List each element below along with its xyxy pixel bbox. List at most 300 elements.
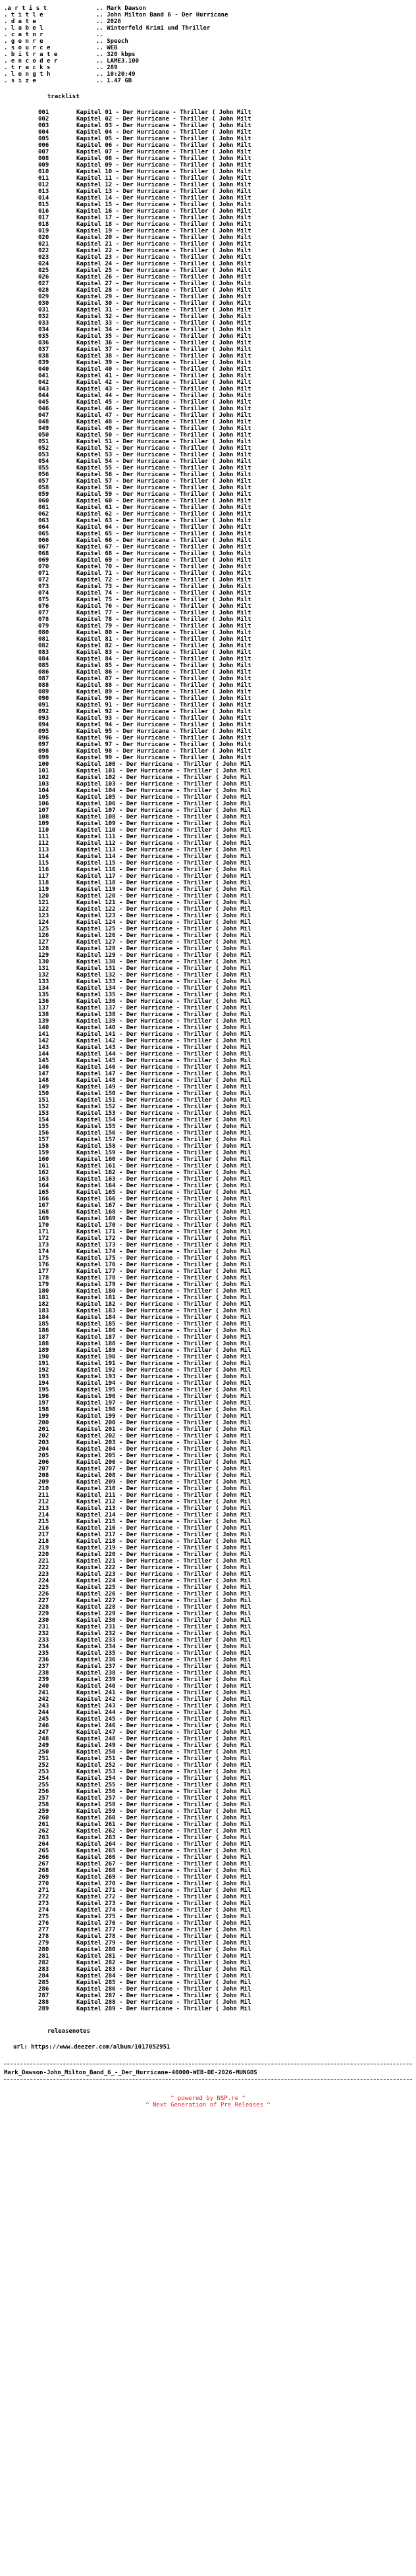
track-title: Kapitel 208 - Der Hurricane - Thriller ( John Mil [76, 1472, 251, 1479]
track-number: 214 [38, 1512, 49, 1518]
track-title: Kapitel 180 - Der Hurricane - Thriller ( John Mil [76, 1288, 251, 1295]
track-row [38, 2006, 412, 2012]
track-row [38, 445, 412, 452]
track-number: 267 [38, 1861, 49, 1867]
track-number: 117 [38, 873, 49, 880]
track-row [38, 1137, 412, 1143]
track-number: 178 [38, 1275, 49, 1281]
track-title: Kapitel 246 - Der Hurricane - Thriller ( John Mil [76, 1723, 251, 1729]
track-row [38, 715, 412, 722]
track-title: Kapitel 129 - Der Hurricane - Thriller ( John Mil [76, 952, 251, 959]
track-number: 092 [38, 709, 49, 715]
meta-value: .. 289 [96, 65, 118, 71]
track-title: Kapitel 68 - Der Hurricane - Thriller ( John Milt [76, 550, 251, 557]
track-number: 028 [38, 287, 49, 294]
track-row [38, 1690, 412, 1696]
track-row [38, 1630, 412, 1637]
track-number: 153 [38, 1110, 49, 1117]
track-title: Kapitel 42 - Der Hurricane - Thriller ( John Milt [76, 379, 251, 386]
track-number: 249 [38, 1742, 49, 1749]
track-row [38, 465, 412, 471]
track-row [38, 327, 412, 333]
track-number: 066 [38, 537, 49, 544]
track-title: Kapitel 189 - Der Hurricane - Thriller ( John Mil [76, 1347, 251, 1354]
track-row [38, 188, 412, 195]
track-number: 231 [38, 1624, 49, 1630]
track-number: 262 [38, 1828, 49, 1835]
track-title: Kapitel 222 - Der Hurricane - Thriller ( John Mil [76, 1565, 251, 1571]
track-number: 022 [38, 248, 49, 254]
track-title: Kapitel 87 - Der Hurricane - Thriller ( John Milt [76, 676, 251, 682]
track-number: 071 [38, 570, 49, 577]
track-row [38, 807, 412, 814]
track-title: Kapitel 27 - Der Hurricane - Thriller ( John Milt [76, 281, 251, 287]
track-number: 280 [38, 1946, 49, 1953]
track-row [38, 827, 412, 834]
track-row [38, 702, 412, 709]
track-number: 065 [38, 531, 49, 537]
track-title: Kapitel 156 - Der Hurricane - Thriller ( John Mil [76, 1130, 251, 1137]
track-title: Kapitel 221 - Der Hurricane - Thriller ( John Mil [76, 1558, 251, 1565]
track-title: Kapitel 280 - Der Hurricane - Thriller ( John Mil [76, 1946, 251, 1953]
track-title: Kapitel 255 - Der Hurricane - Thriller ( John Mil [76, 1782, 251, 1788]
track-number: 202 [38, 1433, 49, 1439]
track-number: 023 [38, 254, 49, 261]
track-number: 286 [38, 1986, 49, 1993]
track-number: 195 [38, 1387, 49, 1393]
track-number: 063 [38, 518, 49, 524]
track-title: Kapitel 264 - Der Hurricane - Thriller ( John Mil [76, 1841, 251, 1848]
track-row [38, 320, 412, 327]
track-number: 100 [38, 761, 49, 768]
track-title: Kapitel 92 - Der Hurricane - Thriller ( John Milt [76, 709, 251, 715]
track-row [38, 998, 412, 1005]
track-title: Kapitel 105 - Der Hurricane - Thriller ( John Mil [76, 794, 251, 801]
track-title: Kapitel 15 - Der Hurricane - Thriller ( John Milt [76, 201, 251, 208]
track-row [38, 1966, 412, 1973]
track-title: Kapitel 107 - Der Hurricane - Thriller ( John Mil [76, 807, 251, 814]
footer-line: ^ Next Generation of Pre Releases ^ [145, 2102, 271, 2108]
track-row [38, 1821, 412, 1828]
track-row [38, 564, 412, 570]
track-row [38, 1670, 412, 1677]
track-number: 057 [38, 478, 49, 485]
track-title: Kapitel 277 - Der Hurricane - Thriller ( John Mil [76, 1927, 251, 1933]
track-row [38, 439, 412, 445]
track-number: 137 [38, 1005, 49, 1011]
meta-value: .. 2026 [96, 18, 121, 25]
meta-row [4, 25, 412, 32]
track-row [38, 1597, 412, 1604]
meta-row [4, 5, 412, 12]
track-row [38, 1887, 412, 1894]
track-title: Kapitel 09 - Der Hurricane - Thriller ( John Milt [76, 162, 251, 169]
track-title: Kapitel 237 - Der Hurricane - Thriller ( John Mil [76, 1663, 251, 1670]
track-title: Kapitel 131 - Der Hurricane - Thriller ( John Mil [76, 965, 251, 972]
track-title: Kapitel 96 - Der Hurricane - Thriller ( John Milt [76, 735, 251, 741]
track-row [38, 1077, 412, 1084]
track-title: Kapitel 41 - Der Hurricane - Thriller ( John Milt [76, 373, 251, 379]
track-number: 094 [38, 722, 49, 728]
track-row [38, 419, 412, 425]
track-row [38, 1591, 412, 1597]
track-row [38, 1308, 412, 1314]
track-number: 281 [38, 1953, 49, 1960]
track-row [38, 1551, 412, 1558]
track-row [38, 1176, 412, 1183]
track-number: 264 [38, 1841, 49, 1848]
track-row [38, 919, 412, 926]
track-number: 059 [38, 491, 49, 498]
track-row [38, 1347, 412, 1354]
track-row [38, 643, 412, 649]
track-number: 077 [38, 610, 49, 616]
track-number: 210 [38, 1486, 49, 1492]
track-title: Kapitel 224 - Der Hurricane - Thriller ( John Mil [76, 1578, 251, 1584]
track-title: Kapitel 28 - Der Hurricane - Thriller ( John Milt [76, 287, 251, 294]
track-number: 261 [38, 1821, 49, 1828]
track-row [38, 1578, 412, 1584]
meta-value: .. [96, 32, 103, 38]
track-number: 126 [38, 932, 49, 939]
track-row [38, 162, 412, 169]
track-row [38, 623, 412, 630]
track-row [38, 965, 412, 972]
track-number: 207 [38, 1466, 49, 1472]
track-number: 162 [38, 1169, 49, 1176]
track-number: 215 [38, 1518, 49, 1525]
track-number: 055 [38, 465, 49, 471]
track-row [38, 1650, 412, 1657]
track-row [38, 1202, 412, 1209]
track-number: 217 [38, 1532, 49, 1538]
track-title: Kapitel 146 - Der Hurricane - Thriller ( John Mil [76, 1064, 251, 1071]
track-row [38, 840, 412, 847]
track-row [38, 1499, 412, 1505]
track-row [38, 1334, 412, 1341]
track-title: Kapitel 174 - Der Hurricane - Thriller ( John Mil [76, 1248, 251, 1255]
track-title: Kapitel 262 - Der Hurricane - Thriller ( John Mil [76, 1828, 251, 1835]
track-title: Kapitel 152 - Der Hurricane - Thriller ( John Mil [76, 1104, 251, 1110]
track-number: 238 [38, 1670, 49, 1677]
track-title: Kapitel 104 - Der Hurricane - Thriller ( John Mil [76, 788, 251, 794]
track-number: 099 [38, 755, 49, 761]
track-title: Kapitel 258 - Der Hurricane - Thriller ( John Mil [76, 1802, 251, 1808]
track-title: Kapitel 195 - Der Hurricane - Thriller ( John Mil [76, 1387, 251, 1393]
track-number: 274 [38, 1907, 49, 1914]
track-row [38, 722, 412, 728]
track-title: Kapitel 199 - Der Hurricane - Thriller ( John Mil [76, 1413, 251, 1420]
track-number: 258 [38, 1802, 49, 1808]
track-title: Kapitel 218 - Der Hurricane - Thriller ( John Mil [76, 1538, 251, 1545]
track-number: 015 [38, 201, 49, 208]
track-number: 199 [38, 1413, 49, 1420]
track-row [38, 1163, 412, 1169]
track-title: Kapitel 191 - Der Hurricane - Thriller ( John Mil [76, 1360, 251, 1367]
track-row [38, 1268, 412, 1275]
track-number: 048 [38, 419, 49, 425]
track-title: Kapitel 241 - Der Hurricane - Thriller ( John Mil [76, 1690, 251, 1696]
track-title: Kapitel 124 - Der Hurricane - Thriller ( John Mil [76, 919, 251, 926]
track-row [38, 1071, 412, 1077]
track-title: Kapitel 226 - Der Hurricane - Thriller ( John Mil [76, 1591, 251, 1597]
track-title: Kapitel 59 - Der Hurricane - Thriller ( John Milt [76, 491, 251, 498]
track-number: 212 [38, 1499, 49, 1505]
track-number: 167 [38, 1202, 49, 1209]
track-number: 266 [38, 1854, 49, 1861]
track-title: Kapitel 12 - Der Hurricane - Thriller ( John Milt [76, 182, 251, 188]
track-row [38, 761, 412, 768]
track-row [38, 1808, 412, 1815]
track-title: Kapitel 162 - Der Hurricane - Thriller ( John Mil [76, 1169, 251, 1176]
track-number: 190 [38, 1354, 49, 1360]
track-row [38, 1025, 412, 1031]
track-row [38, 1769, 412, 1775]
track-number: 155 [38, 1123, 49, 1130]
track-title: Kapitel 74 - Der Hurricane - Thriller ( John Milt [76, 590, 251, 597]
track-title: Kapitel 176 - Der Hurricane - Thriller ( John Mil [76, 1262, 251, 1268]
track-number: 002 [38, 116, 49, 122]
track-number: 273 [38, 1900, 49, 1907]
track-title: Kapitel 252 - Der Hurricane - Thriller ( John Mil [76, 1762, 251, 1769]
track-title: Kapitel 45 - Der Hurricane - Thriller ( John Milt [76, 399, 251, 406]
track-number: 095 [38, 728, 49, 735]
track-row [38, 1143, 412, 1150]
track-title: Kapitel 219 - Der Hurricane - Thriller ( John Mil [76, 1545, 251, 1551]
track-number: 255 [38, 1782, 49, 1788]
track-number: 054 [38, 458, 49, 465]
release-url[interactable]: url: https://www.deezer.com/album/1017052951 [13, 2044, 170, 2051]
track-title: Kapitel 21 - Der Hurricane - Thriller ( John Milt [76, 241, 251, 248]
track-number: 025 [38, 267, 49, 274]
track-number: 246 [38, 1723, 49, 1729]
track-number: 043 [38, 386, 49, 392]
track-number: 243 [38, 1703, 49, 1709]
track-number: 097 [38, 741, 49, 748]
track-row [38, 1604, 412, 1611]
track-row [38, 1709, 412, 1716]
track-number: 075 [38, 597, 49, 603]
track-row [38, 1920, 412, 1927]
track-title: Kapitel 72 - Der Hurricane - Thriller ( John Milt [76, 577, 251, 583]
track-number: 052 [38, 445, 49, 452]
track-title: Kapitel 275 - Der Hurricane - Thriller ( John Mil [76, 1914, 251, 1920]
track-title: Kapitel 228 - Der Hurricane - Thriller ( John Mil [76, 1604, 251, 1611]
track-row [38, 432, 412, 439]
track-number: 257 [38, 1795, 49, 1802]
track-title: Kapitel 160 - Der Hurricane - Thriller ( John Mil [76, 1156, 251, 1163]
track-title: Kapitel 135 - Der Hurricane - Thriller ( John Mil [76, 992, 251, 998]
track-title: Kapitel 230 - Der Hurricane - Thriller ( John Mil [76, 1617, 251, 1624]
track-row [38, 537, 412, 544]
track-title: Kapitel 04 - Der Hurricane - Thriller ( John Milt [76, 129, 251, 136]
track-row [38, 313, 412, 320]
track-number: 098 [38, 748, 49, 755]
track-number: 276 [38, 1920, 49, 1927]
track-number: 072 [38, 577, 49, 583]
track-row [38, 985, 412, 992]
tracklist [4, 109, 412, 2012]
track-row [38, 1011, 412, 1018]
track-number: 133 [38, 979, 49, 985]
track-row [38, 485, 412, 491]
track-title: Kapitel 123 - Der Hurricane - Thriller ( John Mil [76, 913, 251, 919]
track-row [38, 1479, 412, 1486]
track-number: 226 [38, 1591, 49, 1597]
track-number: 035 [38, 333, 49, 340]
track-row [38, 136, 412, 142]
track-title: Kapitel 206 - Der Hurricane - Thriller ( John Mil [76, 1459, 251, 1466]
meta-value: .. 1.47 GB [96, 78, 132, 84]
track-title: Kapitel 205 - Der Hurricane - Thriller ( John Mil [76, 1453, 251, 1459]
track-row [38, 1881, 412, 1887]
track-title: Kapitel 16 - Der Hurricane - Thriller ( John Milt [76, 208, 251, 215]
track-title: Kapitel 103 - Der Hurricane - Thriller ( John Mil [76, 781, 251, 788]
track-title: Kapitel 49 - Der Hurricane - Thriller ( John Milt [76, 425, 251, 432]
track-number: 182 [38, 1301, 49, 1308]
track-title: Kapitel 165 - Der Hurricane - Thriller ( John Mil [76, 1189, 251, 1196]
releasenotes-heading: releasenotes [47, 2028, 91, 2035]
track-row [38, 814, 412, 820]
track-row [38, 300, 412, 307]
track-number: 141 [38, 1031, 49, 1038]
track-title: Kapitel 55 - Der Hurricane - Thriller ( John Milt [76, 465, 251, 471]
meta-row [4, 58, 412, 65]
track-number: 102 [38, 774, 49, 781]
track-row [38, 1104, 412, 1110]
track-title: Kapitel 151 - Der Hurricane - Thriller ( John Mil [76, 1097, 251, 1104]
track-row [38, 939, 412, 946]
track-title: Kapitel 81 - Der Hurricane - Thriller ( John Milt [76, 636, 251, 643]
track-row [38, 498, 412, 504]
track-row [38, 847, 412, 853]
track-row [38, 1835, 412, 1841]
track-number: 209 [38, 1479, 49, 1486]
track-number: 245 [38, 1716, 49, 1723]
track-number: 146 [38, 1064, 49, 1071]
track-number: 076 [38, 603, 49, 610]
track-row [38, 524, 412, 531]
track-title: Kapitel 14 - Der Hurricane - Thriller ( John Milt [76, 195, 251, 201]
track-row [38, 1571, 412, 1578]
track-title: Kapitel 267 - Der Hurricane - Thriller ( John Mil [76, 1861, 251, 1867]
track-row [38, 386, 412, 392]
track-title: Kapitel 08 - Der Hurricane - Thriller ( John Milt [76, 155, 251, 162]
track-number: 016 [38, 208, 49, 215]
meta-key: . t i t l e [4, 12, 43, 18]
track-title: Kapitel 184 - Der Hurricane - Thriller ( John Mil [76, 1314, 251, 1321]
track-row [38, 1848, 412, 1854]
track-number: 234 [38, 1644, 49, 1650]
track-title: Kapitel 276 - Der Hurricane - Thriller ( John Mil [76, 1920, 251, 1927]
track-title: Kapitel 286 - Der Hurricane - Thriller ( John Mil [76, 1986, 251, 1993]
track-title: Kapitel 196 - Der Hurricane - Thriller ( John Mil [76, 1393, 251, 1400]
track-title: Kapitel 61 - Der Hurricane - Thriller ( John Milt [76, 504, 251, 511]
track-title: Kapitel 11 - Der Hurricane - Thriller ( John Milt [76, 175, 251, 182]
track-number: 265 [38, 1848, 49, 1854]
track-row [38, 570, 412, 577]
track-title: Kapitel 247 - Der Hurricane - Thriller ( John Mil [76, 1729, 251, 1736]
track-title: Kapitel 158 - Der Hurricane - Thriller ( John Mil [76, 1143, 251, 1150]
track-row [38, 1637, 412, 1644]
footer-line: ^ powered by NSP.re ^ [170, 2095, 246, 2102]
track-number: 067 [38, 544, 49, 550]
track-row [38, 1762, 412, 1769]
track-number: 277 [38, 1927, 49, 1933]
track-number: 268 [38, 1867, 49, 1874]
track-row [38, 1979, 412, 1986]
track-number: 188 [38, 1341, 49, 1347]
track-row [38, 1169, 412, 1176]
meta-row [4, 45, 412, 51]
track-title: Kapitel 05 - Der Hurricane - Thriller ( John Milt [76, 136, 251, 142]
track-title: Kapitel 193 - Der Hurricane - Thriller ( John Mil [76, 1374, 251, 1380]
track-title: Kapitel 32 - Der Hurricane - Thriller ( John Milt [76, 313, 251, 320]
track-row [38, 1756, 412, 1762]
track-title: Kapitel 183 - Der Hurricane - Thriller ( John Mil [76, 1308, 251, 1314]
track-title: Kapitel 39 - Der Hurricane - Thriller ( John Milt [76, 360, 251, 366]
track-row [38, 281, 412, 287]
track-title: Kapitel 147 - Der Hurricane - Thriller ( John Mil [76, 1071, 251, 1077]
track-number: 031 [38, 307, 49, 313]
track-row [38, 649, 412, 656]
track-title: Kapitel 10 - Der Hurricane - Thriller ( John Milt [76, 169, 251, 175]
track-number: 082 [38, 643, 49, 649]
track-number: 147 [38, 1071, 49, 1077]
track-number: 220 [38, 1551, 49, 1558]
track-row [38, 662, 412, 669]
track-row [38, 1301, 412, 1308]
track-row [38, 1492, 412, 1499]
track-row [38, 1742, 412, 1749]
track-number: 107 [38, 807, 49, 814]
track-row [38, 1828, 412, 1835]
track-number: 221 [38, 1558, 49, 1565]
track-number: 096 [38, 735, 49, 741]
track-row [38, 201, 412, 208]
track-row [38, 1038, 412, 1044]
track-row [38, 728, 412, 735]
track-row [38, 557, 412, 564]
track-row [38, 1400, 412, 1407]
meta-value: .. Speech [96, 38, 128, 45]
track-title: Kapitel 130 - Der Hurricane - Thriller ( John Mil [76, 959, 251, 965]
track-row [38, 346, 412, 353]
track-number: 205 [38, 1453, 49, 1459]
track-number: 259 [38, 1808, 49, 1815]
meta-value: .. 320 kbps [96, 51, 136, 58]
track-number: 177 [38, 1268, 49, 1275]
track-number: 156 [38, 1130, 49, 1137]
track-title: Kapitel 254 - Der Hurricane - Thriller ( John Mil [76, 1775, 251, 1782]
track-row [38, 1255, 412, 1262]
track-row [38, 1894, 412, 1900]
track-number: 069 [38, 557, 49, 564]
track-row [38, 1367, 412, 1374]
track-row [38, 689, 412, 695]
track-row [38, 972, 412, 979]
meta-key: .a r t i s t [4, 5, 47, 12]
track-row [38, 1044, 412, 1051]
divider [4, 2079, 412, 2080]
track-row [38, 1380, 412, 1387]
track-title: Kapitel 109 - Der Hurricane - Thriller ( John Mil [76, 820, 251, 827]
track-row [38, 1110, 412, 1117]
track-row [38, 860, 412, 867]
track-row [38, 122, 412, 129]
track-title: Kapitel 89 - Der Hurricane - Thriller ( John Milt [76, 689, 251, 695]
track-title: Kapitel 150 - Der Hurricane - Thriller ( John Mil [76, 1090, 251, 1097]
